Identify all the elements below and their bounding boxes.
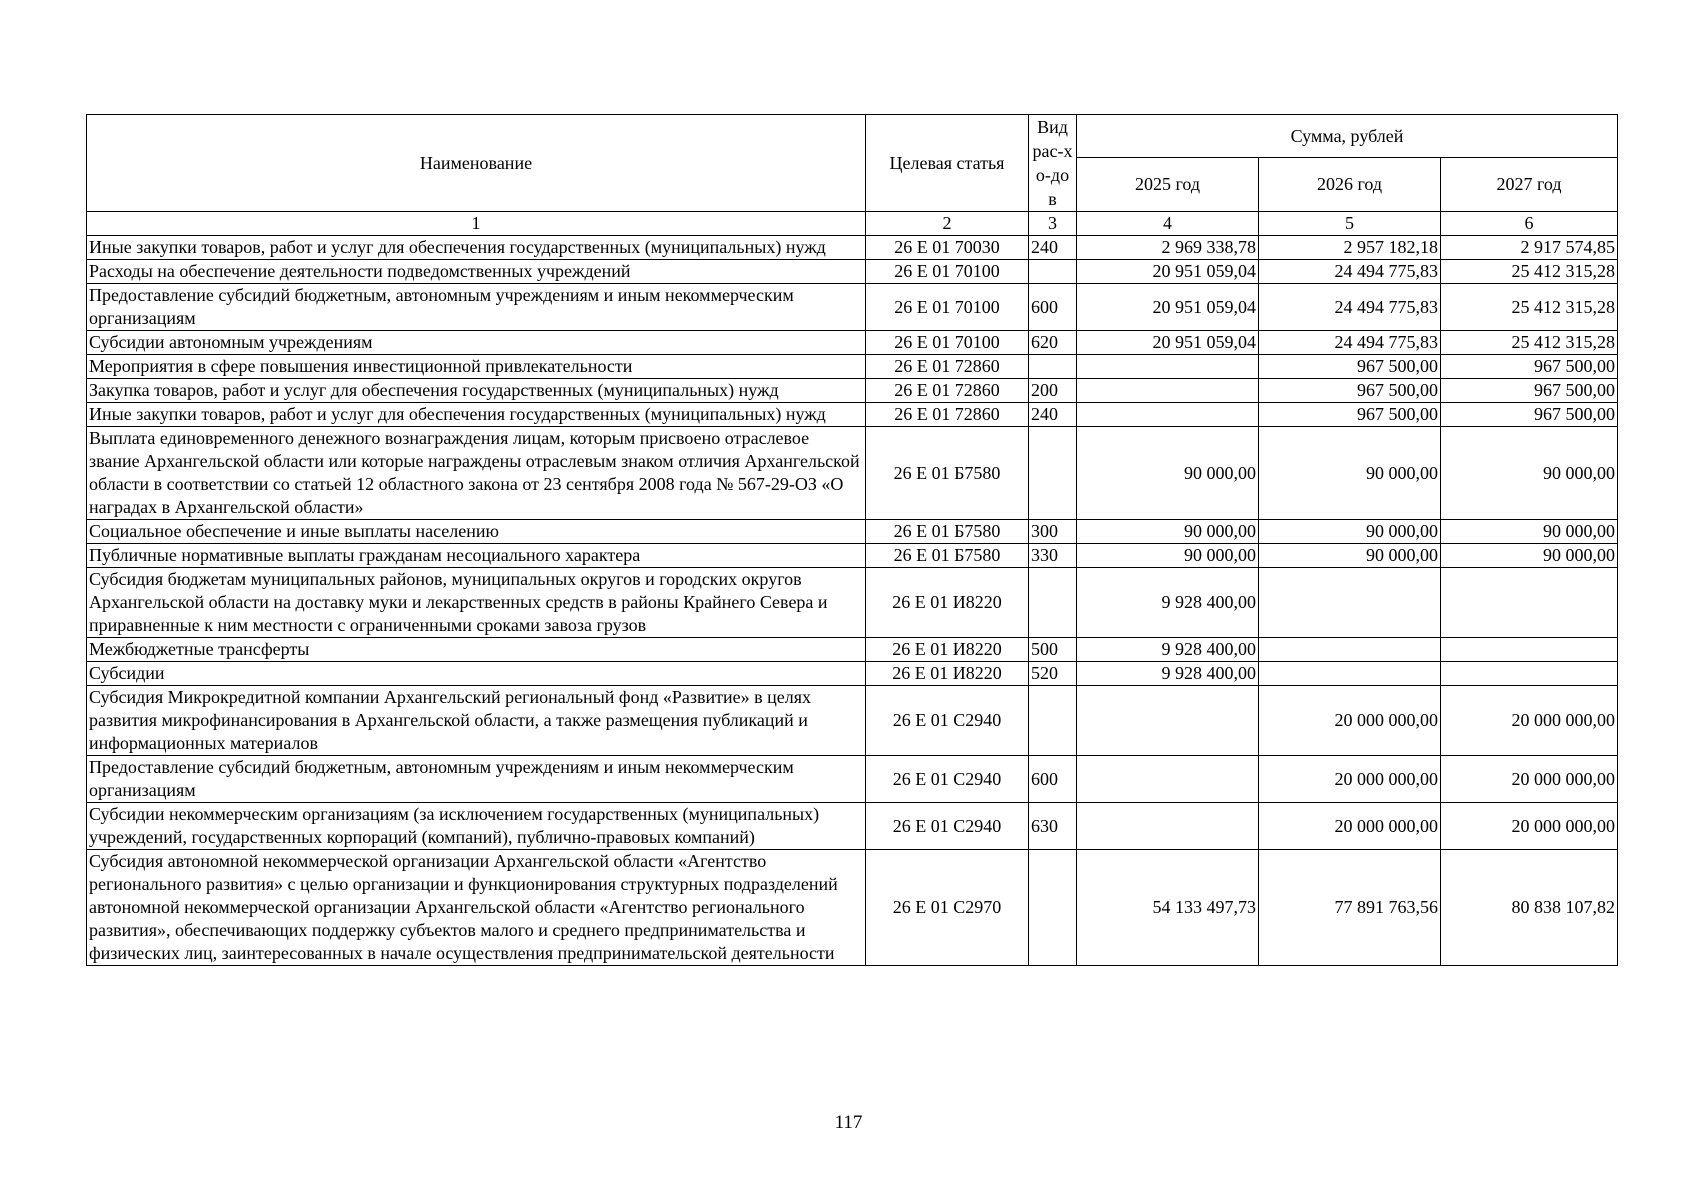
row-amount-2026: [1259, 638, 1441, 662]
header-expense-kind-text: Вид рас-хо-дов: [1032, 117, 1073, 209]
row-target-article: 26 Е 01 С2940: [866, 686, 1029, 756]
row-amount-2027: 25 412 315,28: [1441, 284, 1618, 331]
header-expense-kind: [1029, 115, 1077, 212]
row-target-article: 26 Е 01 70100: [866, 260, 1029, 284]
row-amount-2027: 2 917 574,85: [1441, 236, 1618, 260]
row-amount-2026: 24 494 775,83: [1259, 260, 1441, 284]
column-number: 6: [1441, 212, 1618, 236]
row-amount-2026: 967 500,00: [1259, 403, 1441, 427]
row-target-article: 26 Е 01 72860: [866, 355, 1029, 379]
table-row: [87, 355, 1618, 379]
row-target-article: 26 Е 01 70030: [866, 236, 1029, 260]
header-year-2025: 2025 год: [1077, 158, 1259, 212]
row-amount-2027: 967 500,00: [1441, 379, 1618, 403]
row-expense-kind: 630: [1029, 803, 1077, 850]
row-amount-2025: 54 133 497,73: [1077, 850, 1259, 966]
column-number: 1: [87, 212, 866, 236]
row-amount-2027: [1441, 568, 1618, 638]
row-name: Субсидия бюджетам муниципальных районов, муниципальных округов и городских округов Архангельской области на доставку муки и лекарственных средств в районы Крайнего Севера и приравненные к ним местности с ограниченными сроками завоза грузов: [87, 568, 866, 638]
row-amount-2025: [1077, 403, 1259, 427]
row-target-article: 26 Е 01 72860: [866, 403, 1029, 427]
budget-table: [86, 114, 1618, 966]
row-name: Предоставление субсидий бюджетным, автономным учреждениям и иным некоммерческим организациям: [87, 756, 866, 803]
row-amount-2026: 77 891 763,56: [1259, 850, 1441, 966]
row-expense-kind: 520: [1029, 662, 1077, 686]
row-amount-2026: 90 000,00: [1259, 520, 1441, 544]
table-row: [87, 236, 1618, 260]
table-row: [87, 803, 1618, 850]
row-amount-2025: 20 951 059,04: [1077, 331, 1259, 355]
row-name: Публичные нормативные выплаты гражданам несоциального характера: [87, 544, 866, 568]
row-expense-kind: [1029, 568, 1077, 638]
row-amount-2027: 967 500,00: [1441, 403, 1618, 427]
row-expense-kind: 600: [1029, 284, 1077, 331]
table-row: [87, 568, 1618, 638]
row-amount-2027: 90 000,00: [1441, 427, 1618, 520]
table-row: [87, 638, 1618, 662]
row-expense-kind: [1029, 686, 1077, 756]
row-target-article: 26 Е 01 С2940: [866, 803, 1029, 850]
row-amount-2027: 80 838 107,82: [1441, 850, 1618, 966]
table-row: [87, 260, 1618, 284]
row-amount-2026: 90 000,00: [1259, 427, 1441, 520]
row-amount-2025: 9 928 400,00: [1077, 662, 1259, 686]
row-amount-2025: 9 928 400,00: [1077, 568, 1259, 638]
row-expense-kind: 300: [1029, 520, 1077, 544]
row-target-article: 26 Е 01 70100: [866, 284, 1029, 331]
row-target-article: 26 Е 01 Б7580: [866, 520, 1029, 544]
header-sum: Сумма, рублей: [1077, 115, 1618, 158]
table-row: [87, 520, 1618, 544]
row-amount-2026: 967 500,00: [1259, 355, 1441, 379]
row-amount-2025: [1077, 355, 1259, 379]
column-number: 4: [1077, 212, 1259, 236]
row-amount-2026: 20 000 000,00: [1259, 803, 1441, 850]
row-target-article: 26 Е 01 И8220: [866, 638, 1029, 662]
row-expense-kind: 240: [1029, 236, 1077, 260]
row-amount-2026: 20 000 000,00: [1259, 686, 1441, 756]
table-row: [87, 284, 1618, 331]
row-amount-2027: 25 412 315,28: [1441, 331, 1618, 355]
row-amount-2025: [1077, 756, 1259, 803]
header-year-2026: 2026 год: [1259, 158, 1441, 212]
row-expense-kind: [1029, 355, 1077, 379]
row-amount-2025: 90 000,00: [1077, 427, 1259, 520]
table-row: [87, 544, 1618, 568]
row-amount-2025: [1077, 686, 1259, 756]
row-name: Иные закупки товаров, работ и услуг для обеспечения государственных (муниципальных) нужд: [87, 236, 866, 260]
row-target-article: 26 Е 01 Б7580: [866, 427, 1029, 520]
row-amount-2027: 20 000 000,00: [1441, 686, 1618, 756]
row-amount-2025: [1077, 803, 1259, 850]
row-amount-2027: 90 000,00: [1441, 520, 1618, 544]
column-number: 3: [1029, 212, 1077, 236]
row-amount-2025: 90 000,00: [1077, 544, 1259, 568]
row-amount-2026: 24 494 775,83: [1259, 331, 1441, 355]
row-expense-kind: [1029, 260, 1077, 284]
row-name: Субсидия автономной некоммерческой организации Архангельской области «Агентство регионального развития» с целью организации и функционирования структурных подразделений автономной некоммерческой организации Архангельской области «Агентство регионального развития», обеспечивающих поддержку субъектов малого и среднего предпринимательства и физических лиц, заинтересованных в начале осуществления предпринимательской деятельности: [87, 850, 866, 966]
row-expense-kind: 330: [1029, 544, 1077, 568]
row-name: Мероприятия в сфере повышения инвестиционной привлекательности: [87, 355, 866, 379]
row-amount-2025: 9 928 400,00: [1077, 638, 1259, 662]
row-name: Межбюджетные трансферты: [87, 638, 866, 662]
row-name: Предоставление субсидий бюджетным, автономным учреждениям и иным некоммерческим организациям: [87, 284, 866, 331]
page-number: 117: [834, 1112, 863, 1133]
row-name: Расходы на обеспечение деятельности подведомственных учреждений: [87, 260, 866, 284]
row-amount-2026: [1259, 662, 1441, 686]
row-target-article: 26 Е 01 72860: [866, 379, 1029, 403]
row-amount-2025: 20 951 059,04: [1077, 260, 1259, 284]
row-target-article: 26 Е 01 70100: [866, 331, 1029, 355]
header-year-2027: 2027 год: [1441, 158, 1618, 212]
row-amount-2027: 20 000 000,00: [1441, 756, 1618, 803]
row-amount-2025: 20 951 059,04: [1077, 284, 1259, 331]
row-amount-2025: 2 969 338,78: [1077, 236, 1259, 260]
row-amount-2026: 24 494 775,83: [1259, 284, 1441, 331]
table-row: [87, 756, 1618, 803]
row-amount-2027: 90 000,00: [1441, 544, 1618, 568]
row-name: Субсидии: [87, 662, 866, 686]
column-number-row: [87, 212, 1618, 236]
table-row: [87, 662, 1618, 686]
row-amount-2027: [1441, 638, 1618, 662]
row-target-article: 26 Е 01 И8220: [866, 662, 1029, 686]
row-target-article: 26 Е 01 Б7580: [866, 544, 1029, 568]
table-row: [87, 403, 1618, 427]
row-target-article: 26 Е 01 С2940: [866, 756, 1029, 803]
row-name: Субсидии некоммерческим организациям (за исключением государственных (муниципальных) учреждений, государственных корпораций (компаний), публично-правовых компаний): [87, 803, 866, 850]
row-amount-2026: 90 000,00: [1259, 544, 1441, 568]
table-row: [87, 427, 1618, 520]
table-row: [87, 850, 1618, 966]
header-name: Наименование: [87, 115, 866, 212]
column-number: 5: [1259, 212, 1441, 236]
row-amount-2025: 90 000,00: [1077, 520, 1259, 544]
row-amount-2026: 20 000 000,00: [1259, 756, 1441, 803]
row-amount-2027: 967 500,00: [1441, 355, 1618, 379]
row-target-article: 26 Е 01 И8220: [866, 568, 1029, 638]
row-name: Субсидия Микрокредитной компании Архангельский региональный фонд «Развитие» в целях развития микрофинансирования в Архангельской области, а также размещения публикаций и информационных материалов: [87, 686, 866, 756]
column-number: 2: [866, 212, 1029, 236]
row-expense-kind: 500: [1029, 638, 1077, 662]
row-amount-2026: 967 500,00: [1259, 379, 1441, 403]
row-expense-kind: [1029, 427, 1077, 520]
header-target-article: Целевая статья: [866, 115, 1029, 212]
row-name: Субсидии автономным учреждениям: [87, 331, 866, 355]
table-row: [87, 379, 1618, 403]
row-amount-2027: [1441, 662, 1618, 686]
row-expense-kind: [1029, 850, 1077, 966]
row-expense-kind: 600: [1029, 756, 1077, 803]
row-expense-kind: 240: [1029, 403, 1077, 427]
row-amount-2025: [1077, 379, 1259, 403]
table-row: [87, 686, 1618, 756]
row-expense-kind: 200: [1029, 379, 1077, 403]
table-body: [87, 236, 1618, 966]
row-name: Иные закупки товаров, работ и услуг для обеспечения государственных (муниципальных) нужд: [87, 403, 866, 427]
row-expense-kind: 620: [1029, 331, 1077, 355]
row-amount-2026: 2 957 182,18: [1259, 236, 1441, 260]
table-row: [87, 331, 1618, 355]
row-name: Закупка товаров, работ и услуг для обеспечения государственных (муниципальных) нужд: [87, 379, 866, 403]
row-amount-2027: 20 000 000,00: [1441, 803, 1618, 850]
row-amount-2027: 25 412 315,28: [1441, 260, 1618, 284]
row-name: Выплата единовременного денежного вознаграждения лицам, которым присвоено отраслевое звание Архангельской области или которые награждены отраслевым знаком отличия Архангельской области в соответствии со статьей 12 областного закона от 23 сентября 2008 года № 567-29-ОЗ «О наградах в Архангельской области»: [87, 427, 866, 520]
row-target-article: 26 Е 01 С2970: [866, 850, 1029, 966]
row-amount-2026: [1259, 568, 1441, 638]
row-name: Социальное обеспечение и иные выплаты населению: [87, 520, 866, 544]
